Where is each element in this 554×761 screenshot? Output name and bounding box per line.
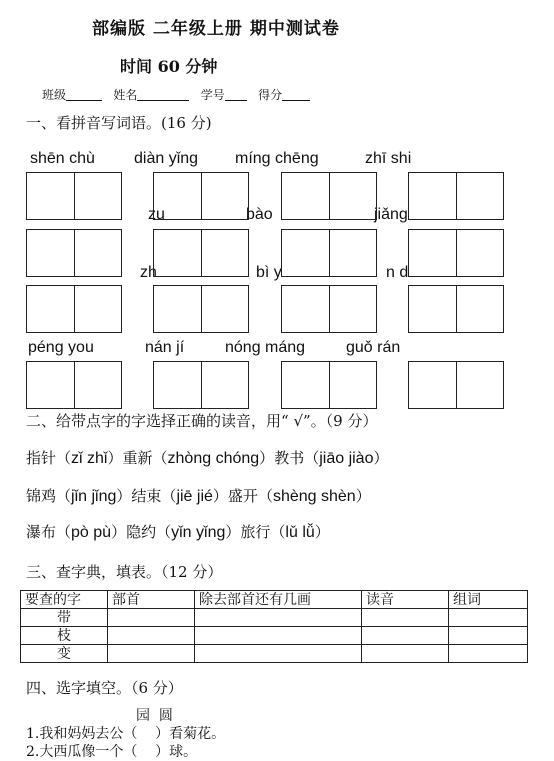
writing-grid[interactable] [26,285,122,333]
info-blank-score[interactable] [282,88,310,101]
word: 盛开 [227,487,258,505]
writing-grid[interactable] [281,229,377,277]
column-header: 除去部首还有几画 [195,591,362,609]
writing-grid[interactable] [281,361,377,409]
answer-cell[interactable] [195,627,362,645]
word: 教书 [274,449,305,467]
word: 锦鸡 [26,487,57,505]
table-row [21,627,528,645]
writing-grid[interactable] [26,229,122,277]
writing-grid[interactable] [26,361,122,409]
dictionary-table [20,590,528,663]
section3-heading: 三、查字典，填表。（12 分） [26,563,223,581]
pinyin-4-3: nóng máng [225,339,306,356]
fill-item-2: 2.大西瓜像一个（ ）球。 [26,744,198,760]
table-row [21,645,528,663]
pinyin-options[interactable]: jiāo jiào [319,450,374,467]
answer-cell[interactable] [362,609,449,627]
writing-grid[interactable] [153,172,249,220]
answer-cell[interactable] [449,627,528,645]
pronunciation-line-2: 锦鸡（jǐn jǐng）结束（jiē jié）盛开（shèng shèn） [26,487,371,505]
pinyin-2-3: bào [246,206,273,223]
table-header-row [21,591,528,609]
pinyin-options[interactable]: jǐn jǐng [71,488,117,505]
char-cell: 枝 [21,627,108,645]
writing-grid[interactable] [408,285,504,333]
pinyin-4-2: nán jí [145,339,185,356]
writing-grid[interactable] [281,172,377,220]
answer-cell[interactable] [449,645,528,663]
info-label-score: 得分 [258,88,283,102]
writing-grid[interactable] [408,172,504,220]
writing-grid[interactable] [281,285,377,333]
word: 重新 [122,449,153,467]
word: 结束 [131,487,162,505]
exam-time: 时间 60 分钟 [120,57,218,76]
info-blank-name[interactable] [137,88,189,101]
pronunciation-line-3: 瀑布（pò pù）隐约（yǐn yǐng）旅行（lǔ lǚ） [26,523,330,541]
writing-grid[interactable] [153,229,249,277]
exam-title: 部编版 二年级上册 期中测试卷 [92,19,340,39]
section4-heading: 四、选字填空。（6 分） [26,679,183,697]
fill-item-1: 1.我和妈妈去公（ ）看菊花。 [26,726,226,742]
column-header: 要查的字 [21,591,108,609]
writing-grid[interactable] [153,285,249,333]
pinyin-options[interactable]: zhòng chóng [167,450,260,467]
choice-characters: 园 圆 [136,708,173,724]
pinyin-3-4: n d [386,264,409,281]
info-blank-class[interactable] [66,88,102,101]
answer-cell[interactable] [195,645,362,663]
column-header: 读音 [362,591,449,609]
pinyin-options[interactable]: jiē jié [176,488,213,505]
char-cell: 变 [21,645,108,663]
answer-cell[interactable] [195,609,362,627]
student-info-line [42,86,318,103]
pinyin-options[interactable]: yǐn yǐng [171,524,226,541]
writing-grid[interactable] [408,361,504,409]
word: 旅行 [240,523,271,541]
answer-cell[interactable] [362,645,449,663]
answer-cell[interactable] [108,609,195,627]
pinyin-4-4: guǒ rán [346,339,401,356]
info-label-name: 姓名 [113,88,138,102]
char-cell: 带 [21,609,108,627]
pinyin-1-3: míng chēng [235,150,319,167]
pinyin-1-4: zhī shi [365,150,412,167]
pinyin-3-2: zh [140,264,157,281]
writing-grid[interactable] [408,229,504,277]
pinyin-2-2: zu [148,206,165,223]
word: 隐约 [126,523,157,541]
pinyin-options[interactable]: zǐ zhǐ [71,450,108,467]
table-row [21,609,528,627]
writing-grid[interactable] [153,361,249,409]
info-blank-number[interactable] [225,88,247,101]
info-label-class: 班级 [42,88,67,102]
pinyin-1-1: shēn chù [30,150,95,167]
pinyin-1-2: diàn yǐng [134,150,199,167]
answer-cell[interactable] [449,609,528,627]
pinyin-3-3: bì y [256,264,282,281]
section2-heading: 二、给带点字的字选择正确的读音，用“ √”。（9 分） [26,412,378,430]
answer-cell[interactable] [108,645,195,663]
column-header: 组词 [449,591,528,609]
pinyin-options[interactable]: shèng shèn [272,488,356,505]
answer-cell[interactable] [362,627,449,645]
pinyin-2-4: jiǎng [374,206,408,223]
info-label-number: 学号 [200,88,225,102]
word: 指针 [26,449,57,467]
writing-grid[interactable] [26,172,122,220]
pronunciation-line-1: 指针（zǐ zhǐ）重新（zhòng chóng）教书（jiāo jiào） [26,449,389,467]
pinyin-4-1: péng you [28,339,94,356]
section1-heading: 一、看拼音写词语。(16 分) [26,114,212,132]
word: 瀑布 [26,523,57,541]
pinyin-options[interactable]: lǔ lǚ [285,524,315,541]
answer-cell[interactable] [108,627,195,645]
column-header: 部首 [108,591,195,609]
pinyin-options[interactable]: pò pù [71,524,112,541]
